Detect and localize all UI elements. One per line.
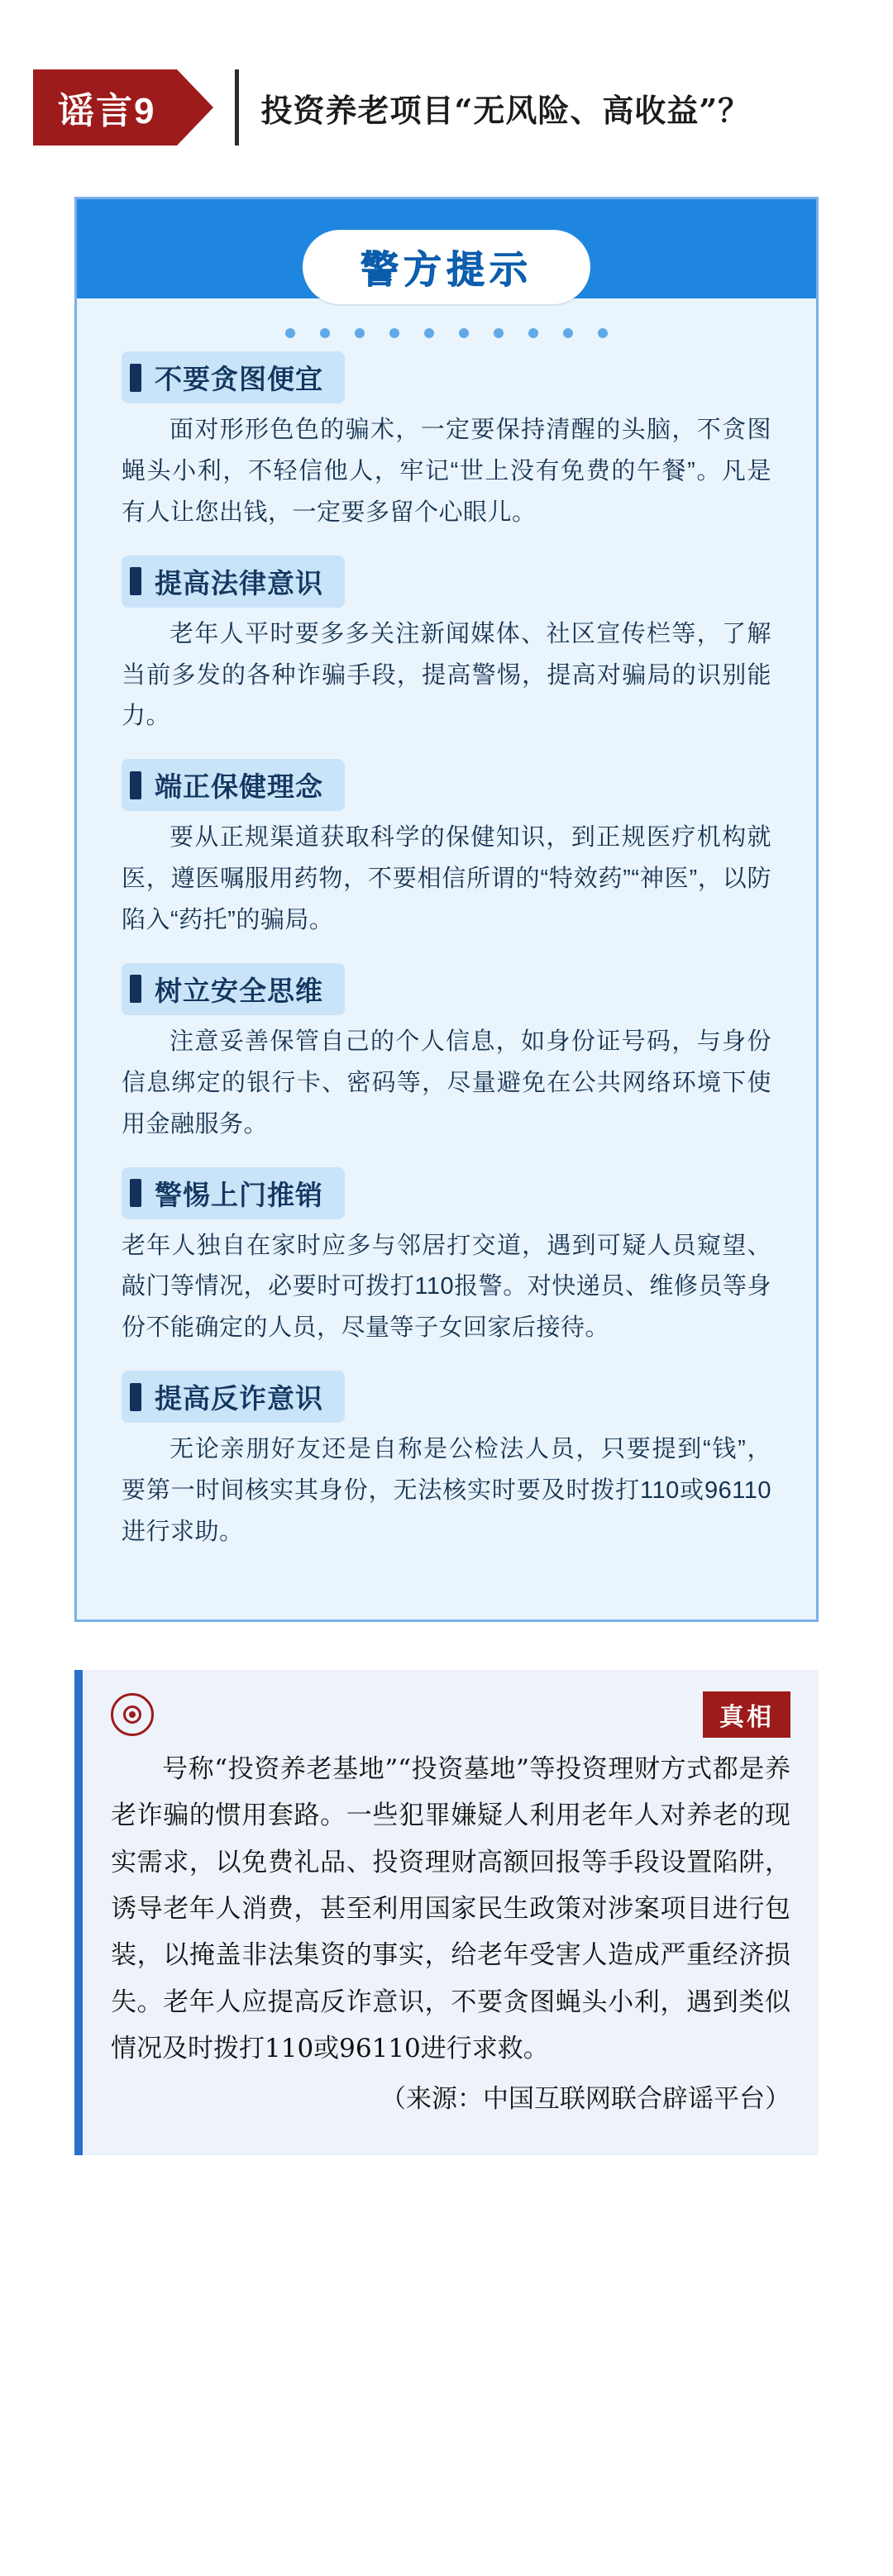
tip-section-header — [122, 351, 345, 403]
tip-section-text: 老年人平时要多多关注新闻媒体、社区宣传栏等，了解当前多发的各种诈骗手段，提高警惕，提高对骗局的识别能力。 — [122, 620, 771, 730]
dot-icon — [389, 328, 399, 338]
dot-icon — [320, 328, 330, 338]
tip-section — [122, 1167, 771, 1350]
rumor-number-label: 谣言9 — [58, 91, 156, 131]
bar-marker-icon — [130, 771, 141, 799]
tip-section-text: 注意妥善保管自己的个人信息，如身份证号码，与身份信息绑定的银行卡、密码等，尽量避免在公共网络环境下使用金融服务。 — [122, 1028, 771, 1138]
rumor-number-badge — [33, 69, 177, 145]
poster-heading-pill — [303, 230, 590, 304]
bar-marker-icon — [130, 975, 141, 1003]
dot-icon — [424, 328, 434, 338]
tip-section-header — [122, 1371, 345, 1423]
tip-section-text: 要从正规渠道获取科学的保健知识，到正规医疗机构就医，遵医嘱服用药物，不要相信所谓的“特效药”“神医”，以防陷入“药托”的骗局。 — [122, 824, 771, 933]
tip-section — [122, 963, 771, 1146]
dot-icon — [494, 328, 504, 338]
dot-icon — [528, 328, 538, 338]
rumor-header — [33, 69, 893, 145]
tip-section — [122, 556, 771, 738]
poster-header — [93, 217, 800, 317]
poster-heading-text: 警方提示 — [361, 247, 532, 292]
truth-panel-header — [111, 1691, 790, 1738]
tip-section-title: 端正保健理念 — [155, 771, 323, 803]
bar-marker-icon — [130, 364, 141, 392]
tip-section-header — [122, 1167, 345, 1219]
badge-arrow-icon — [177, 69, 213, 145]
truth-source: （来源：中国互联网联合辟谣平台） — [380, 2083, 790, 2114]
bar-marker-icon — [130, 567, 141, 595]
tip-section-text: 老年人独自在家时应多与邻居打交道，遇到可疑人员窥望、敲门等情况，必要时可拨打110报警。对快递员、维修员等身份不能确定的人员，尽量等子女回家后接待。 — [122, 1232, 771, 1342]
bar-marker-icon — [130, 1383, 141, 1411]
dot-icon — [285, 328, 295, 338]
tip-section-title: 提高法律意识 — [155, 567, 323, 599]
tip-section-header — [122, 759, 345, 811]
tip-section-title: 提高反诈意识 — [155, 1383, 323, 1414]
page-root — [0, 69, 893, 2576]
page-title: 投资养老项目“无风险、高收益”？ — [260, 91, 751, 129]
truth-panel — [74, 1670, 819, 2155]
tip-section — [122, 759, 771, 942]
tip-section-header — [122, 556, 345, 608]
truth-text: 号称“投资养老基地”“投资墓地”等投资理财方式都是养老诈骗的惯用套路。一些犯罪嫌疑人利用老年人对养老的现实需求，以免费礼品、投资理财高额回报等手段设置陷阱，诱导老年人消费，甚至利用国家民生政策对涉案项目进行包装，以掩盖非法集资的事实，给老年受害人造成严重经济损失。老年人应提高反诈意识，不要贪图蝇头小利，遇到类似情况及时拨打110或96110进行求救。 — [111, 1753, 790, 2064]
tip-section-title: 不要贪图便宜 — [155, 364, 323, 394]
tip-section — [122, 1371, 771, 1553]
dot-icon — [459, 328, 469, 338]
poster-body — [93, 346, 800, 1591]
dot-icon — [563, 328, 573, 338]
tip-section-title: 树立安全思维 — [155, 975, 323, 1006]
truth-badge: 真相 — [703, 1691, 790, 1738]
tip-section-header — [122, 963, 345, 1015]
dot-icon — [598, 328, 608, 338]
tip-section-text: 无论亲朋好友还是自称是公检法人员，只要提到“钱”，要第一时间核实其身份，无法核实时要及时拨打110或96110进行求助。 — [122, 1436, 771, 1545]
poster-inner — [93, 217, 800, 1591]
tip-section-title: 警惕上门推销 — [155, 1179, 323, 1210]
bar-marker-icon — [130, 1179, 141, 1207]
decorative-dots-row — [93, 317, 800, 346]
police-tips-poster — [74, 197, 819, 1622]
tip-section-text: 面对形形色色的骗术，一定要保持清醒的头脑，不贪图蝇头小利，不轻信他人，牢记“世上没有免费的午餐”。凡是有人让您出钱，一定要多留个心眼儿。 — [122, 417, 771, 526]
dot-icon — [355, 328, 365, 338]
target-icon — [111, 1693, 154, 1736]
tip-section — [122, 351, 771, 534]
